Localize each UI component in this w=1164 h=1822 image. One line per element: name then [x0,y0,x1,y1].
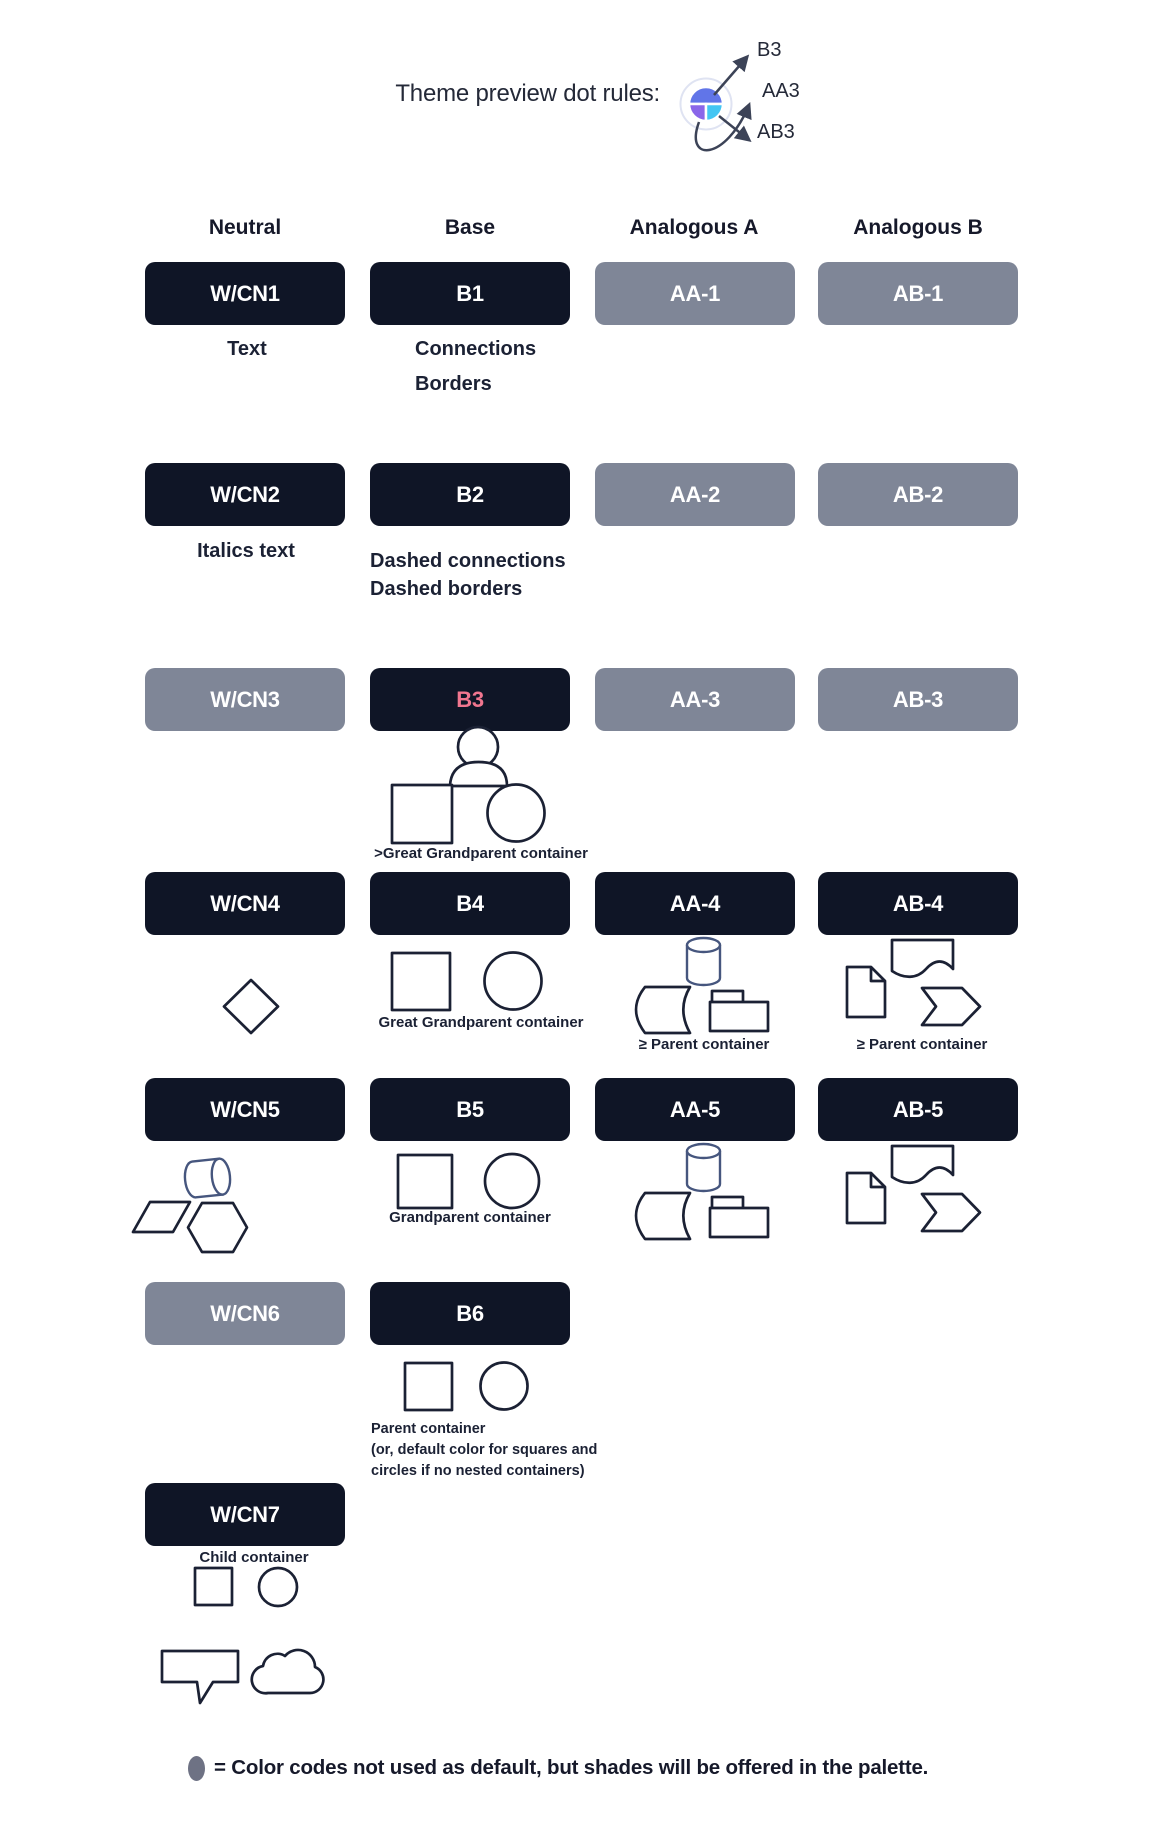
annotation-child-container: Child container [199,1549,309,1566]
swatch-label: B4 [456,890,484,916]
b5-shape-cluster [398,1154,539,1208]
column-header-neutral: Neutral [208,216,282,239]
swatch-wcn4 [145,872,345,935]
stored-data-icon [636,987,690,1033]
diamond-icon [224,980,278,1033]
column-header-base: Base [444,216,496,239]
b3-shape-cluster [392,727,545,843]
page-title: Theme preview dot rules: [395,80,660,107]
parallelogram-icon [133,1202,190,1232]
swatch-label: AA-3 [669,686,721,712]
swatch-label: AB-2 [892,481,944,507]
dot-label-aa3: AA3 [762,80,800,102]
person-shoulders-icon [450,762,507,786]
wcn7-shape-cluster [162,1568,323,1703]
swatch-b4 [370,872,570,935]
swatch-label: AB-5 [892,1096,944,1122]
arrow-to-b3 [714,57,747,95]
aa5-shape-cluster [636,1144,768,1239]
arrow-to-aa3 [696,105,749,150]
column-header-analogous-a: Analogous A [629,216,759,239]
speech-bubble-icon [162,1651,238,1703]
horizontal-cylinder-icon [183,1158,232,1199]
annotation-parent-line1: Parent container [371,1421,486,1437]
aa-shape-cluster [636,938,768,1033]
swatch-label: W/CN1 [210,280,280,306]
column-header-analogous-b: Analogous B [853,216,983,239]
annotation-italics-text: Italics text [197,540,295,562]
swatch-label: AA-1 [669,280,721,306]
swatch-label: B3 [456,686,484,712]
swatch-label: AB-1 [892,280,944,306]
swatch-wcn5 [145,1078,345,1141]
legend-text: = Color codes not used as default, but shades will be offered in the palette. [214,1756,929,1779]
swatch-b3 [370,668,570,731]
annotation-parent-line3: circles if no nested containers) [371,1463,585,1479]
b4-shape-cluster [392,953,542,1011]
annotation-grandparent: Grandparent container [389,1209,551,1226]
swatch-label: W/CN5 [210,1096,280,1122]
circle-icon [488,785,545,842]
square-icon [398,1155,452,1208]
swatch-aa1 [595,262,795,325]
annotation-dashed-borders: Dashed borders [370,578,523,600]
annotation-dashed-connections: Dashed connections [370,550,566,572]
hexagon-icon [188,1203,247,1252]
circle-icon [259,1568,297,1606]
square-icon [405,1363,452,1410]
swatch-aa2 [595,463,795,526]
swatch-label: AB-3 [892,686,944,712]
swatch-wcn3 [145,668,345,731]
swatch-label: W/CN7 [210,1501,280,1527]
gray-dot-icon [188,1756,205,1781]
swatch-wcn6 [145,1282,345,1345]
swatch-aa3 [595,668,795,731]
annotation-connections: Connections [415,338,537,360]
swatch-label: AA-4 [669,890,721,916]
swatch-b1 [370,262,570,325]
swatch-label: AB-4 [892,890,944,916]
circle-icon [485,1154,539,1208]
square-icon [392,785,452,843]
swatch-b5 [370,1078,570,1141]
swatch-label: B5 [456,1096,484,1122]
person-head-icon [458,727,498,767]
dot-rule-arrows [696,57,749,150]
wavy-document-icon [892,940,953,977]
swatch-wcn2 [145,463,345,526]
annotation-gte-parent-ab: ≥ Parent container [856,1036,988,1053]
chevron-arrow-icon [922,988,980,1025]
swatch-ab3 [818,668,1018,731]
swatch-label: B1 [456,280,484,306]
swatch-ab5 [818,1078,1018,1141]
cloud-icon [252,1650,324,1693]
swatch-aa5 [595,1078,795,1141]
annotation-great-grandparent: Great Grandparent container [378,1014,584,1031]
wcn5-shape-cluster [133,1158,247,1252]
ab5-shape-cluster [847,1146,980,1231]
card-tab-icon [712,991,743,1003]
swatch-label: W/CN3 [210,686,280,712]
dot-label-ab3: AB3 [757,121,795,143]
swatch-ab1 [818,262,1018,325]
swatch-b2 [370,463,570,526]
annotation-text: Text [227,338,267,360]
page-icon [847,967,885,1017]
theme-preview-dot-icon [681,79,732,130]
swatch-label: AA-2 [669,481,721,507]
arrow-to-ab3 [719,116,749,140]
annotation-borders: Borders [415,373,492,395]
card-body-icon [710,1002,768,1031]
annotation-gte-parent-aa: ≥ Parent container [638,1036,770,1053]
swatch-label: B6 [456,1300,484,1326]
database-cylinder-top-icon [687,938,720,952]
b6-shape-cluster [405,1363,528,1411]
circle-icon [485,953,542,1010]
swatch-b6 [370,1282,570,1345]
dot-label-b3: B3 [757,39,782,61]
swatch-label: W/CN6 [210,1300,280,1326]
swatch-wcn7 [145,1483,345,1546]
database-cylinder-icon [687,945,720,985]
swatch-ab4 [818,872,1018,935]
square-icon [392,953,450,1010]
square-icon [195,1568,232,1605]
swatch-aa4 [595,872,795,935]
swatch-label: B2 [456,481,484,507]
ab-shape-cluster [847,940,980,1025]
legend [188,1754,928,1782]
annotation-parent-line2: (or, default color for squares and [371,1442,598,1458]
swatch-label: AA-5 [669,1096,721,1122]
page-fold-icon [871,967,885,981]
circle-icon [481,1363,528,1410]
annotation-parent-container [371,1419,597,1482]
annotation-gt-great-grandparent: >Great Grandparent container [374,845,588,862]
swatch-label: W/CN2 [210,481,280,507]
swatch-label: W/CN4 [210,890,280,916]
swatch-wcn1 [145,262,345,325]
swatch-ab2 [818,463,1018,526]
